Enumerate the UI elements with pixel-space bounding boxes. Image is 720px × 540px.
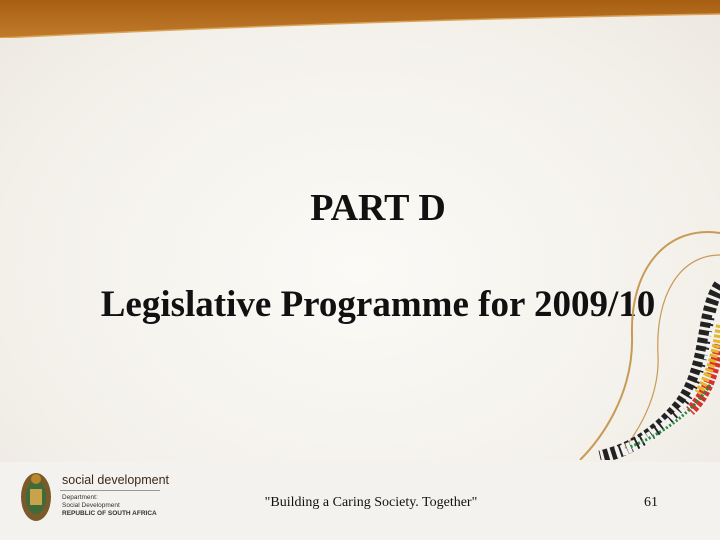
page-number: 61 xyxy=(644,495,658,510)
beadwork-decoration xyxy=(560,225,720,460)
logo-divider xyxy=(60,490,160,491)
footer-tagline: "Building a Caring Society. Together" xyxy=(264,495,478,510)
logo-name: social development xyxy=(62,473,170,487)
logo-line-2: Social Development xyxy=(62,502,120,509)
slide-subtitle: Legislative Programme for 2009/10 xyxy=(100,284,656,325)
logo-line-1: Department: xyxy=(62,494,98,501)
slide-heading: PART D xyxy=(310,187,446,229)
logo-line-3: REPUBLIC OF SOUTH AFRICA xyxy=(62,510,157,517)
top-decorative-bar xyxy=(0,0,720,38)
